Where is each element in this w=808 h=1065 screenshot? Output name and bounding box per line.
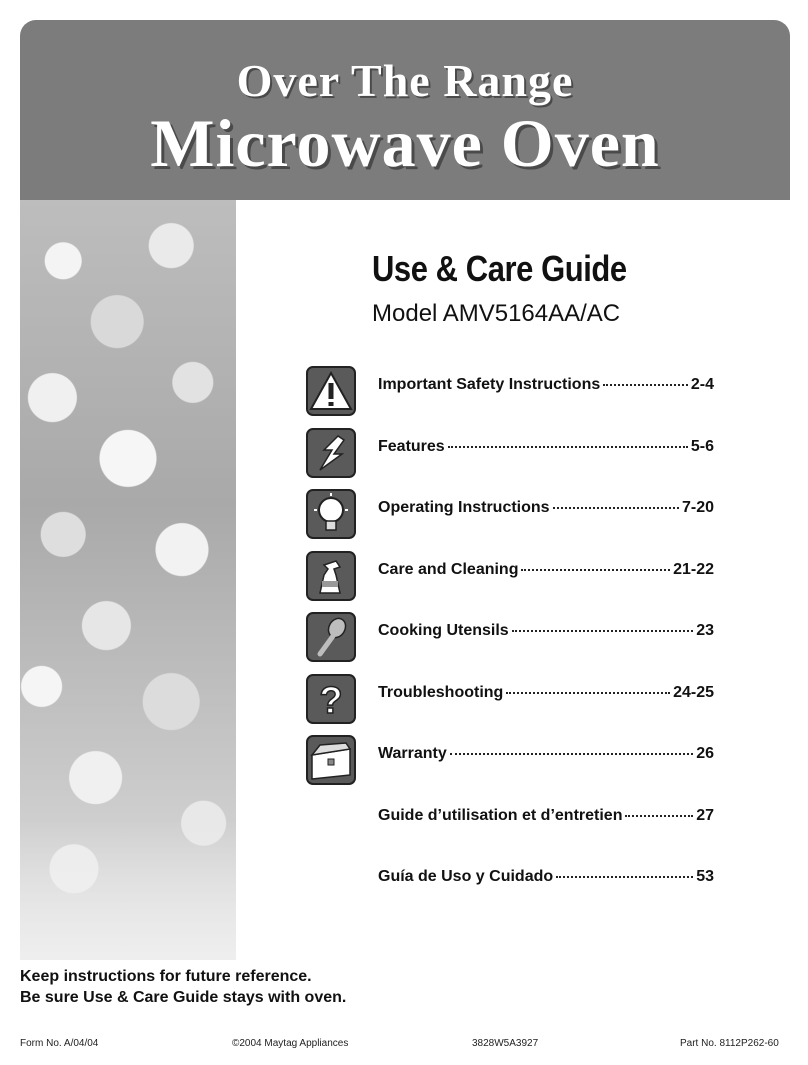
header-band — [20, 20, 790, 200]
copyright: ©2004 Maytag Appliances — [232, 1038, 349, 1049]
toc-label: Operating Instructions — [378, 499, 550, 516]
toc-pages: 53 — [696, 868, 714, 885]
toc-pages: 7-20 — [681, 499, 714, 516]
table-of-contents — [300, 362, 720, 916]
spoon-icon — [306, 612, 356, 662]
toc-pages: 24-25 — [673, 683, 714, 701]
toc-label: Guía de Uso y Cuidado — [378, 868, 554, 885]
toc-item-troubleshooting[interactable] — [300, 670, 720, 732]
toc-item-warranty[interactable] — [300, 731, 720, 793]
notice-line-1: Keep instructions for future reference. — [20, 968, 312, 985]
spray-bottle-icon — [306, 551, 356, 601]
toc-label: Cooking Utensils — [378, 622, 509, 639]
warning-icon — [306, 366, 356, 416]
guide-title: Use & Care Guide — [372, 248, 627, 289]
question-icon — [306, 674, 356, 724]
toc-label: Important Safety Instructions — [378, 376, 601, 393]
toc-pages: 27 — [696, 806, 714, 824]
toc-item-features[interactable] — [300, 424, 720, 486]
toc-label: Warranty — [378, 745, 447, 762]
toc-label: Troubleshooting — [378, 683, 504, 701]
title-line-2: Microwave Oven — [150, 105, 660, 181]
svg-text:?: ? — [319, 679, 343, 722]
toc-item-french-guide[interactable] — [300, 793, 720, 855]
photo-fade — [20, 820, 236, 960]
toc-pages: 26 — [696, 745, 714, 762]
toc-item-care[interactable] — [300, 547, 720, 609]
toolbox-icon — [306, 735, 356, 785]
toc-label: Features — [378, 437, 445, 455]
arrow-icon — [306, 428, 356, 478]
lightbulb-icon — [306, 489, 356, 539]
toc-item-safety[interactable] — [300, 362, 720, 424]
keep-instructions-notice — [20, 966, 346, 1008]
title-line-1: Over The Range — [236, 55, 574, 106]
notice-line-2: Be sure Use & Care Guide stays with oven. — [20, 989, 347, 1006]
toc-pages: 2-4 — [690, 376, 714, 393]
part-number: Part No. 8112P262-60 — [680, 1038, 779, 1049]
toc-item-spanish-guide[interactable] — [300, 854, 720, 916]
toc-pages: 21-22 — [673, 560, 714, 578]
toc-pages: 5-6 — [690, 437, 714, 455]
toc-label: Care and Cleaning — [378, 560, 519, 578]
toc-item-utensils[interactable] — [300, 608, 720, 670]
document-code: 3828W5A3927 — [472, 1038, 539, 1049]
toc-pages: 23 — [696, 622, 714, 639]
model-number: Model AMV5164AA/AC — [372, 300, 621, 327]
form-number: Form No. A/04/04 — [20, 1038, 99, 1049]
toc-label: Guide d’utilisation et d’entretien — [378, 806, 623, 824]
toc-item-operating[interactable] — [300, 485, 720, 547]
